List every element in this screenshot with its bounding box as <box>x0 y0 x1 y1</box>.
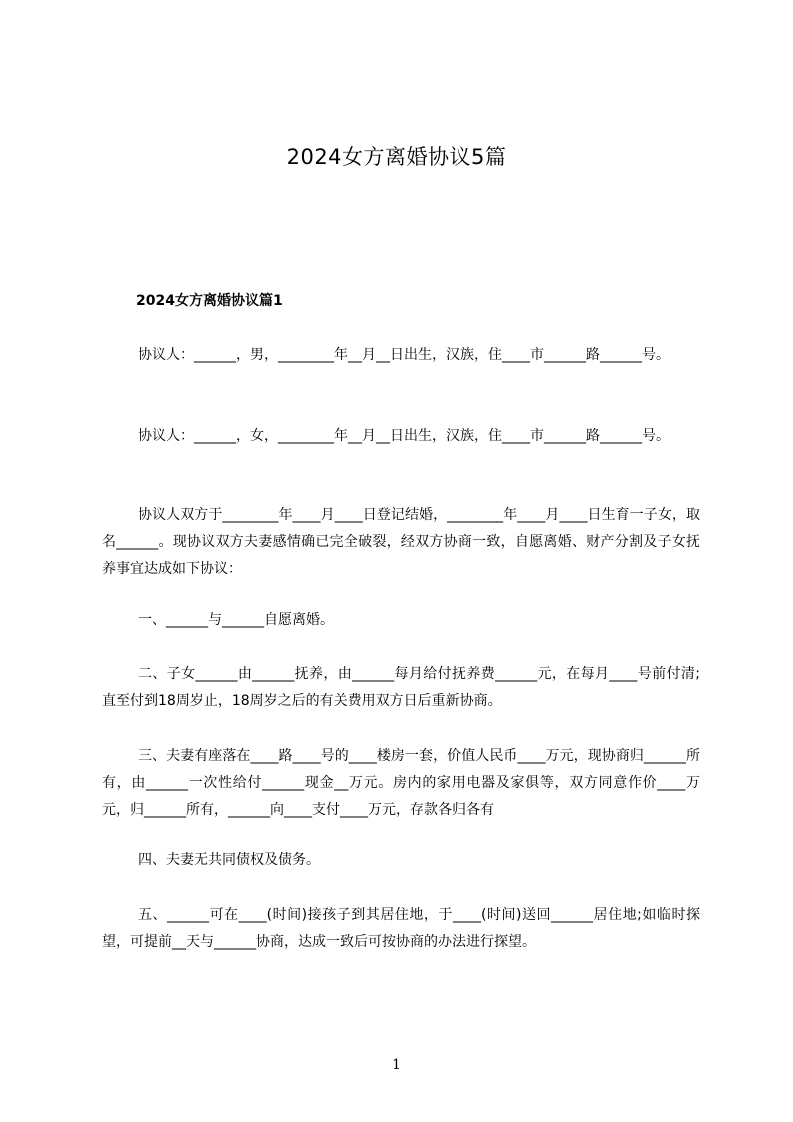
section-heading: 2024女方离婚协议篇1 <box>136 293 283 309</box>
paragraph-party-female: 协议人：______，女，________年__月__日出生，汉族，住____市______路______号。 <box>138 428 670 444</box>
document-title: 2024女方离婚协议5篇 <box>286 145 507 169</box>
paragraph-clause-3: 三、夫妻有座落在____路____号的____楼房一套，价值人民币____万元，现协商归______所有，由______一次性给付______现金__万元。房内的家用电器及家俱等，双方同意作价____万元，归______所有，______向____支付____万元，存款各归各有 <box>102 748 700 818</box>
paragraph-clause-4: 四、夫妻无共同债权及债务。 <box>138 852 320 868</box>
paragraph-party-male: 协议人：______，男，________年__月__日出生，汉族，住____市______路______号。 <box>138 347 670 363</box>
paragraph-clause-5: 五、______可在____(时间)接孩子到其居住地，于____(时间)送回______居住地;如临时探望，可提前__天与______协商，达成一致后可按协商的办法进行探望。 <box>102 907 700 950</box>
paragraph-clause-2: 二、子女______由______抚养，由______每月给付抚养费______元，在每月____号前付清;直至付到18周岁止，18周岁之后的有关费用双方日后重新协商。 <box>102 666 700 709</box>
paragraph-marriage-info: 协议人双方于________年____月____日登记结婚，________年____月____日生育一子女，取名______。现协议双方夫妻感情确已完全破裂，经双方协商一致，自愿离婚、财产分割及子女抚养事宜达成如下协议： <box>102 507 700 577</box>
page-number: 1 <box>392 1057 401 1073</box>
paragraph-clause-1: 一、______与______自愿离婚。 <box>138 612 334 628</box>
